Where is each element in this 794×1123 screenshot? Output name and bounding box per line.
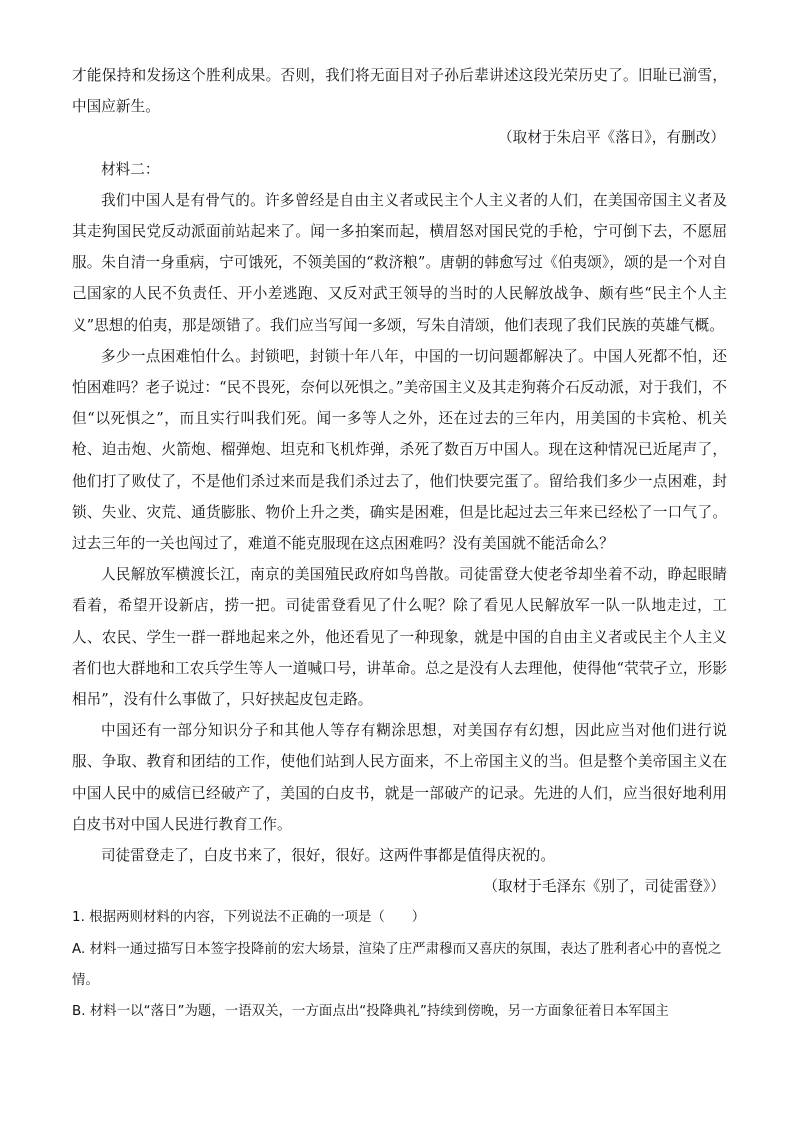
question-1-option-a: A. 材料一通过描写日本签字投降前的宏大场景，渲染了庄严肃穆而又喜庆的氛围，表达了胜利者心中的喜悦之情。 bbox=[72, 941, 722, 988]
material2-paragraph-5: 司徒雷登走了，白皮书来了，很好，很好。这两件事都是值得庆祝的。 bbox=[101, 847, 555, 865]
material2-paragraph-1: 我们中国人是有骨气的。许多曾经是自由主义者或民主个人主义者的人们，在美国帝国主义者及其走狗国民党反动派面前站起来了。闻一多拍案而起，横眉怒对国民党的手枪，宁可倒下去，不愿屈服。朱自清一身重病，宁可饿死，不领美国的“救济粮”。唐朝的韩愈写过《伯夷颂》，颂的是一个对自己国家的人民不负责任、开小差逃跑、又反对武王领导的当时的人民解放战争、颇有些“民主个人主义”思想的伯夷，那是颂错了。我们应当写闻一多颂，写朱自清颂，他们表现了我们民族的英雄气概。 bbox=[72, 191, 727, 334]
material2-source: （取材于毛泽东《别了，司徒雷登》） bbox=[483, 878, 725, 896]
material2-label: 材料二： bbox=[101, 160, 160, 178]
material1-source: （取材于朱启平《落日》，有删改） bbox=[497, 129, 725, 147]
material2-paragraph-2: 多少一点困难怕什么。封锁吧，封锁十年八年，中国的一切问题都解决了。中国人死都不怕，还怕困难吗？老子说过：“民不畏死，奈何以死惧之。”美帝国主义及其走狗蒋介石反动派，对于我们，不但“以死惧之”，而且实行叫我们死。闻一多等人之外，还在过去的三年内，用美国的卡宾枪、机关枪、迫击炮、火箭炮、榴弹炮、坦克和飞机炸弹，杀死了数百万中国人。现在这种情况已近尾声了，他们打了败仗了，不是他们杀过来而是我们杀过去了，他们快要完蛋了。留给我们多少一点困难，封锁、失业、灾荒、通货膨胀、物价上升之类，确实是困难，但是比起过去三年来已经松了一口气了。过去三年的一关也闯过了，难道不能克服现在这点困难吗？没有美国就不能活命么？ bbox=[72, 347, 727, 553]
document-page bbox=[72, 60, 727, 1027]
question-1-stem: 1. 根据两则材料的内容，下列说法不正确的一项是（ ） bbox=[72, 910, 426, 926]
material2-paragraph-4: 中国还有一部分知识分子和其他人等存有糊涂思想，对美国存有幻想，因此应当对他们进行说服、争取、教育和团结的工作，使他们站到人民方面来，不上帝国主义的当。但是整个美帝国主义在中国人民中的威信已经破产了，美国的白皮书，就是一部破产的记录。先进的人们，应当很好地利用白皮书对中国人民进行教育工作。 bbox=[72, 722, 727, 833]
material1-closing-paragraph: 才能保持和发扬这个胜利成果。否则，我们将无面目对子孙后辈讲述这段光荣历史了。旧耻已湔雪，中国应新生。 bbox=[72, 67, 727, 116]
question-1-option-b: B. 材料一以“落日”为题，一语双关，一方面点出“投降典礼”持续到傍晚，另一方面象征着日本军国主 bbox=[72, 1004, 669, 1020]
material2-paragraph-3: 人民解放军横渡长江，南京的美国殖民政府如鸟兽散。司徒雷登大使老爷却坐着不动，睁起眼睛看着，希望开设新店，捞一把。司徒雷登看见了什么呢？除了看见人民解放军一队一队地走过，工人、农民、学生一群一群地起来之外，他还看见了一种现象，就是中国的自由主义者或民主个人主义者们也大群地和工农兵学生等人一道喊口号，讲革命。总之是没有人去理他，使得他“茕茕孑立，形影相吊”，没有什么事做了，只好挟起皮包走路。 bbox=[72, 566, 727, 709]
